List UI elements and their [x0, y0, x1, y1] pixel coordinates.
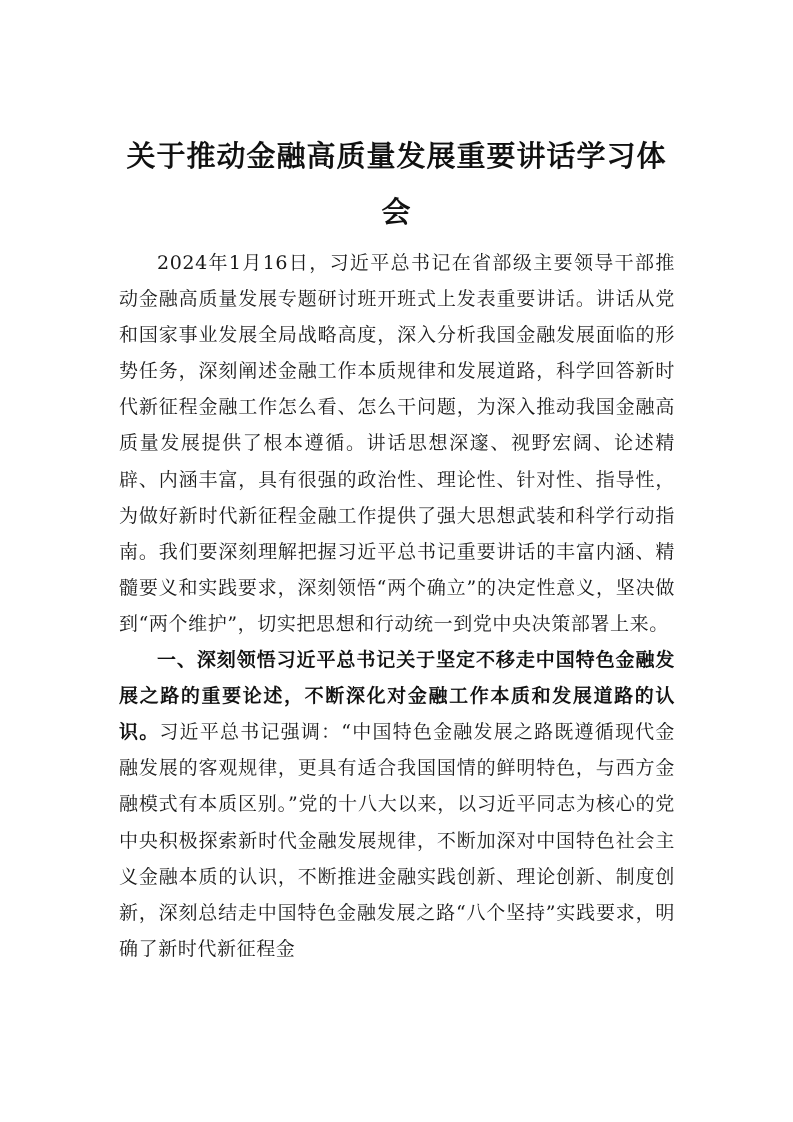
section-1-heading: 一、深刻领悟习近平总书记关于坚定不移走中国特色金融发展之路的重要论述，不断深化对金融工作本质和发展道路的认识。: [119, 649, 675, 744]
paragraph-intro-text: 2024年1月16日，习近平总书记在省部级主要领导干部推动金融高质量发展专题研讨班开班式上发表重要讲话。讲话从党和国家事业发展全局战略高度，深入分析我国金融发展面临的形势任务，深刻阐述金融工作本质规律和发展道路，科学回答新时代新征程金融工作怎么看、怎么干问题，为深入推动我国金融高质量发展提供了根本遵循。讲话思想深邃、视野宏阔、论述精辟、内涵丰富，具有很强的政治性、理论性、针对性、指导性，为做好新时代新征程金融工作提供了强大思想武装和科学行动指南。我们要深刻理解把握习近平总书记重要讲话的丰富内涵、精髓要义和实践要求，深刻领悟“两个确立”的决定性意义，坚决做到“两个维护”，切实把思想和行动统一到党中央决策部署上来。: [119, 252, 675, 635]
paragraph-section-1: [119, 642, 675, 967]
document-title: 关于推动金融高质量发展重要讲话学习体会: [126, 139, 667, 229]
paragraph-intro: [119, 245, 675, 642]
section-1-text: 习近平总书记强调：“中国特色金融发展之路既遵循现代金融发展的客观规律，更具有适合我国国情的鲜明特色，与西方金融模式有本质区别。”党的十八大以来，以习近平同志为核心的党中央积极探索新时代金融发展规律，不断加深对中国特色社会主义金融本质的认识，不断推进金融实践创新、理论创新、制度创新，深刻总结走中国特色金融发展之路“八个坚持”实践要求，明确了新时代新征程金: [119, 721, 675, 960]
document-body: [119, 245, 675, 967]
